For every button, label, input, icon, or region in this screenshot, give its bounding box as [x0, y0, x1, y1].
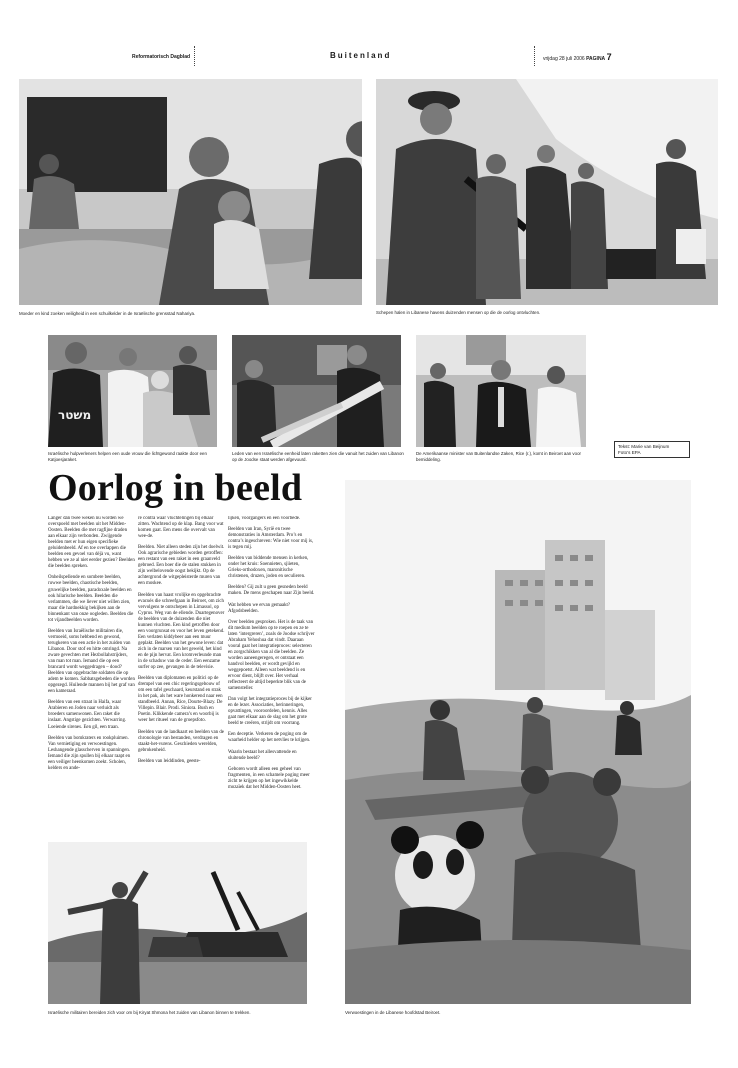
caption-photo-1: Moeder en kind zoeken veiligheid in een schuilkelder in de Israëlische grensstad Nahariya.	[19, 311, 196, 316]
photo-soldiers-tanks	[48, 842, 307, 1004]
paragraph: Een deceptie. Verkeren de poging om de waarheid helder op het netvlies te krijgen.	[228, 732, 311, 744]
paragraph: Beelden van Iran, Syrië en twee demonstraties in Amsterdam. Pro’s en contra’s ingeschreven: Wie niet voor mij is, is tegen mij.	[228, 527, 314, 551]
paragraph: Beelden. Niet alleen steden zijn het doelwit. Ook agrarische gebieden worden getroffen: een restant van een raket in een graanveld gebroed. Een boer die de stalen stukken in zijn welbelovende oogst bekijkt. Op de achtergrond de witgepleisterde muren van een moskee.	[138, 545, 225, 587]
photo-rescue-workers	[48, 335, 217, 447]
section-name: Buitenland	[330, 51, 392, 60]
paragraph: Dan volgt het integratieproces bij de kijker en de lezer. Associaties, herinneringen, opvattingen, vooroordelen, kennis. Alles gaat met elkaar aan de slag om het grote beeld te creëren, strijdt om voorrang.	[228, 697, 312, 727]
header-divider-left	[194, 46, 195, 66]
header-divider-right	[534, 46, 535, 66]
paragraph: Onheilspellende en sombere beelden, ruwwe beelden, chaotische beelden, gruwelijke beelden, paradoxale beelden en ook hilarische beelden. Beelden die verlammen, die we liever niet willen zien, maar die hardnekkig bekijken aan de binnenkant van onze oogleden. Beelden die tot vijandbeelden worden.	[48, 575, 134, 623]
paragraph: Beelden van leiddinden, geeste-	[138, 758, 201, 764]
paragraph: Beelden? Gij zult u geen gesneden beeld maken. De mens geschapen naar Zijn beeld.	[228, 585, 315, 597]
paragraph: Beelden van biddende mensen in kerken, onder het kruis: Soennieten, sjiieten, Grieks-orthodoxen, maronitische christenen, druzen, joden en seculieren.	[228, 556, 309, 580]
photo-rockets-display	[232, 335, 401, 447]
caption-photo-5: De Amerikaanse minister van Buitenlandse Zaken, Rice (r.), komt in Beiroet aan voor bemiddeling.	[416, 451, 581, 462]
caption-photo-7: Verwoestingen in de Libanese hoofdstad Beiroet.	[345, 1010, 441, 1015]
credit-box	[614, 441, 690, 458]
paragraph: Waarin bestaat het allesvattende en sluitende beeld?	[228, 749, 297, 761]
article-column-1	[48, 516, 135, 834]
issue-date: vrijdag 28 juli 2006	[543, 56, 585, 62]
paragraph: Beelden van een straat in Haifa, waar Arabieren en Joden naar verluidt als broeders samenwonen. Een raket die inslaat. Angstige gezichten. Verwarring. Loeiende sirenes. Een gil, een traan.	[48, 700, 127, 730]
page-label: PAGINA	[586, 56, 606, 62]
paragraph: Beelden van de landkaart en beelden van de chronologie van bestanden, verdragen en staakt-het-vurens. Geschieden werelden, gebrokenheid.	[138, 729, 224, 753]
photo-evacuation-port	[376, 79, 718, 305]
publication-name: Reformatorisch Dagblad	[132, 54, 191, 60]
paragraph: Beelden van Israëlische militairen die, vermoeid, soms hebbend en gewond, terugkeren van een actie in het zuiden van Libanon. Door stof en hitte omringd. Na zware gevechten met Hezbollahstrijders, van man tot man. Iemand die op een brancard wordt weggedragen – dood? Beelden van opgebrachte soldaten die op adem te komen. Sabbatsgebeden die worden opgezegd. Huilende mannen bij het graf van een kameraad.	[48, 628, 135, 695]
caption-photo-2: Schepen halen in Libanese havens duizenden mensen op die de oorlog ontvluchten.	[376, 310, 541, 315]
caption-photo-4: Leden van een Israëlische eenheid laten raketten zien die vanuit het zuiden van Libanon op de Joodse staat werden afgevuurd.	[232, 451, 404, 462]
article-column-3	[228, 516, 315, 834]
photo-shelter-mother-child	[19, 79, 362, 305]
paragraph: Beelden van haast vrolijke en opgebrachte evacués die schreefgaan in Beiroet, om zich vervolgens te ontschepen in Limassol, op Cyprus. Weg van de ellende. Duartegenover de beelden van de duizenden die niet kunnen vluchten. Een kind getroffen door een voorgrunsat en voor het leven getekend. Een verlaten kiddybeer aan een muur geplakt. Beelden van het gewone leven: dat zich in de marsen van het geweld, het kind en de pijn hervat. Een kromverleunde man in de schaduw van de ceder. Een eenzame surfer op zee, gevangen in de televisie.	[138, 592, 225, 671]
article-column-2	[138, 516, 225, 834]
article-headline: Oorlog in beeld	[48, 467, 303, 509]
paragraph: Langer dan twee weken nu worden we overspoeld met beelden uit het Midden-Oosten. Beelden die met ragfijne draden aan elkaar zijn verbonden. Zwijgende beelden met er hun eigen specifieke geluidenbeeld. Af en toe overlappen die beelden een gevoel van déjà vu, want hebben we ze al niet eerder gezien? Beelden die beelden spreken.	[48, 516, 135, 570]
photo-3-vest-text: משטר	[58, 408, 92, 422]
paragraph: Beelden van diplomaten en politici op de drempel van een chic regeringsgebouw of om een tafel geschaard, keurstand en strak in het pak, als het ware honkerend naar een standbeeld. Annan, Rice, Dourte-Blazy. De Villepin. Blair. Prodi. Siniora. Bush en Poetin. Klikkende camera’s en woorbij is weer het ritueel van de groepsfoto.	[138, 676, 223, 724]
paragraph: re contra waar vluchtelingen bij elkaar zitten. Wachtend op de klap. Bang voor wat komen gaat. Een mens die overvalt van wee-de.	[138, 516, 224, 540]
photo-rice-beirut	[416, 335, 586, 447]
paragraph: Wat hebben we ervan gemaakt? Afgodsbeelden.	[228, 602, 291, 614]
credit-photos: Foto’s EPA	[618, 449, 641, 455]
caption-photo-3: Israëlische hulpverleners helpen een oude vrouw die lichtgewond raakte door een Katjoesjaraket.	[48, 451, 207, 462]
page-info	[543, 52, 612, 62]
paragraph: Geboren wordt alleen een geheel van fragmenten, in een schamele poging meer zicht te krijgen op het ingewikkelde mozaïek dat het Midden-Oosten heet.	[228, 766, 310, 790]
paragraph: lijken, voorgangers en een voorbede.	[228, 516, 301, 521]
credit-text: Tekst: Marie van Beijnum	[618, 444, 670, 449]
page-number: 7	[606, 52, 612, 62]
paragraph: Over beelden gesproken. Het is de taak van dit medium beelden op te roepen en ze te laten ‘intergreren’, zoals de Joodse schrijver Abraham Yehoshua dat vindt. Daaraan vooral gaat het integratieproces: selecteren en zorgschikken van al die beelden. Ze worden aaneengeregen, er ontstaat een handvol beelden, er wordt gevijld en weggepoetst. Alleen wat beeldend is en ervoor dient, blijft over. Het verhaal reflecteert de altijd beperkte blik van de samensteller.	[228, 619, 315, 692]
caption-photo-6: Israëlische militairen bereiden zich voor om bij Kiryat Shmona het zuiden van Libanon binnen te trekken.	[48, 1010, 251, 1015]
paragraph: Beelden van bomkraters en rookpluimen. Van vernietiging en verwoestingen. Leshangende glasscherven in spanningen. Iemand die zijn spullen bij elkaar raapt en een veiliger heenkomen zoekt. Scholen, kelders en ande-	[48, 735, 131, 771]
photo-beirut-ruins	[345, 480, 691, 1004]
